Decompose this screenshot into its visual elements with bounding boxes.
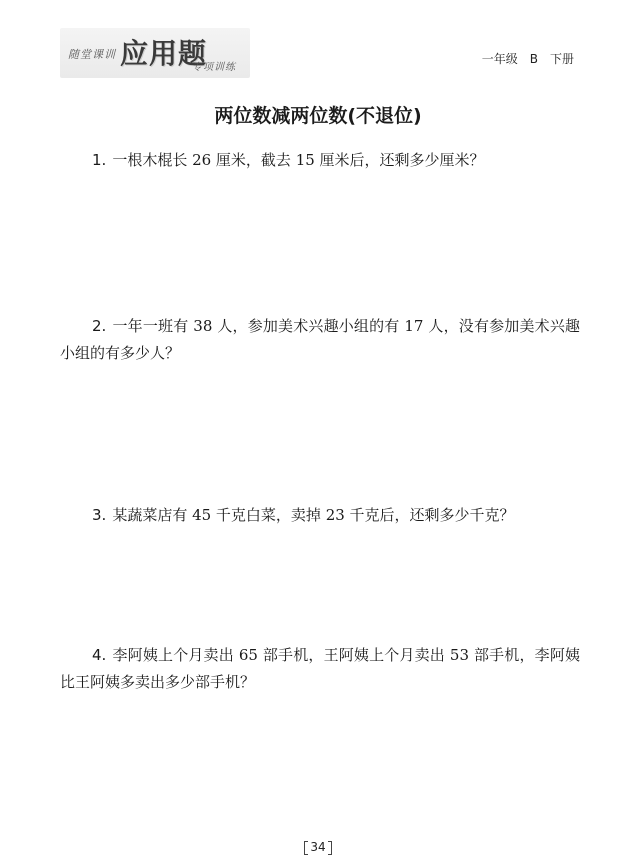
series-logo (60, 28, 250, 78)
problem-text: 一根木棍长 26 厘米，截去 15 厘米后，还剩多少厘米？ (112, 151, 485, 169)
problem-1 (60, 147, 580, 174)
page-header (0, 28, 636, 84)
problem-text: 一年一班有 38 人，参加美术兴趣小组的有 17 人，没有参加美术兴趣小组的有多少人？ (60, 317, 580, 362)
problem-3 (60, 502, 580, 529)
logo-series-text: 随堂课训 (68, 48, 116, 61)
page-number: 34 (300, 840, 336, 854)
logo-main-text: 应用题 (120, 37, 208, 70)
page-title: 两位数减两位数(不退位) (214, 105, 422, 127)
problem-number: 3. (92, 506, 107, 524)
problem-text: 某蔬菜店有 45 千克白菜，卖掉 23 千克后，还剩多少千克？ (112, 506, 515, 524)
problem-number: 1. (92, 151, 107, 169)
grade-info: 一年级 B 下册 (481, 52, 574, 66)
problem-number: 2. (92, 317, 107, 335)
logo-sub-text: 专项训练 (192, 62, 236, 73)
problem-text: 李阿姨上个月卖出 65 部手机，王阿姨上个月卖出 53 部手机，李阿姨比王阿姨多卖出多少部手机？ (60, 646, 580, 691)
problem-2 (60, 313, 580, 367)
problem-4 (60, 642, 580, 696)
problem-number: 4. (92, 646, 107, 664)
